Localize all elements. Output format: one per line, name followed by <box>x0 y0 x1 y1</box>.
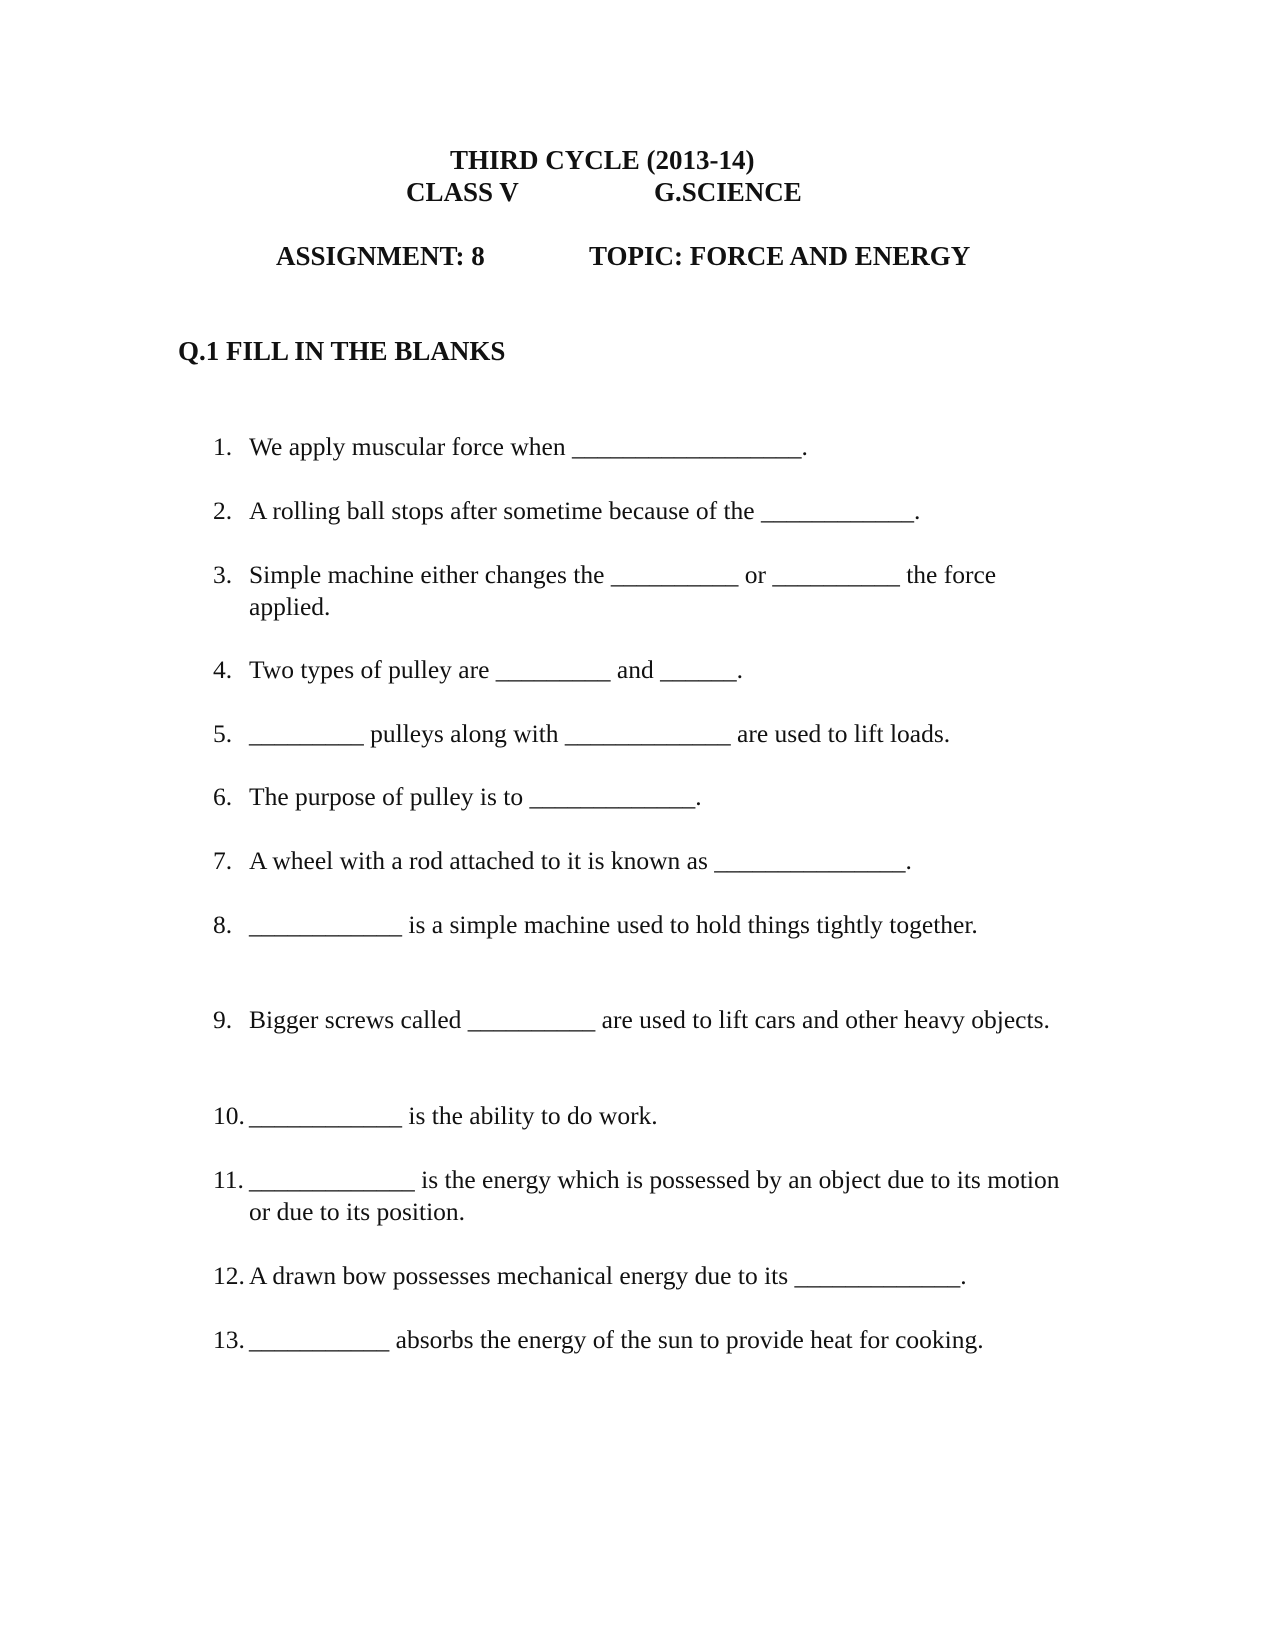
question-number: 5. <box>213 719 233 748</box>
question-number: 7. <box>213 846 233 875</box>
question-number: 2. <box>213 496 233 525</box>
question-text: The purpose of pulley is to _____________. <box>249 782 702 811</box>
question-text: _________ pulleys along with _____________ are used to lift loads. <box>249 719 951 748</box>
class-label: CLASS V <box>406 177 519 207</box>
question-text: Simple machine either changes the __________ or __________ the force applied. <box>249 560 997 621</box>
question-number: 1. <box>213 432 233 461</box>
question-text: A rolling ball stops after sometime because of the ____________. <box>249 496 921 525</box>
question-text: A wheel with a rod attached to it is known as _______________. <box>249 846 912 875</box>
question-number: 4. <box>213 655 233 684</box>
question-text: Two types of pulley are _________ and ______. <box>249 655 743 684</box>
question-number: 13. <box>213 1325 245 1354</box>
question-text: ____________ is a simple machine used to hold things tightly together. <box>249 910 978 939</box>
question-text: _____________ is the energy which is possessed by an object due to its motion or due to its position. <box>249 1165 1060 1226</box>
section-title: Q.1 FILL IN THE BLANKS <box>178 336 506 366</box>
question-text: A drawn bow possesses mechanical energy due to its _____________. <box>249 1261 967 1290</box>
question-number: 3. <box>213 560 233 589</box>
question-text: We apply muscular force when __________________. <box>249 432 808 461</box>
question-number: 11. <box>213 1165 244 1194</box>
subject-label: G.SCIENCE <box>654 177 802 207</box>
question-text: Bigger screws called __________ are used to lift cars and other heavy objects. <box>249 1005 1050 1034</box>
question-text: ____________ is the ability to do work. <box>249 1101 658 1130</box>
question-number: 12. <box>213 1261 245 1290</box>
question-number: 6. <box>213 782 233 811</box>
question-number: 10. <box>213 1101 245 1130</box>
cycle-title: THIRD CYCLE (2013-14) <box>450 145 755 175</box>
question-text: ___________ absorbs the energy of the sun to provide heat for cooking. <box>249 1325 984 1354</box>
topic-label: TOPIC: FORCE AND ENERGY <box>589 241 971 271</box>
question-number: 8. <box>213 910 233 939</box>
assignment-label: ASSIGNMENT: 8 <box>276 241 485 271</box>
question-number: 9. <box>213 1005 233 1034</box>
